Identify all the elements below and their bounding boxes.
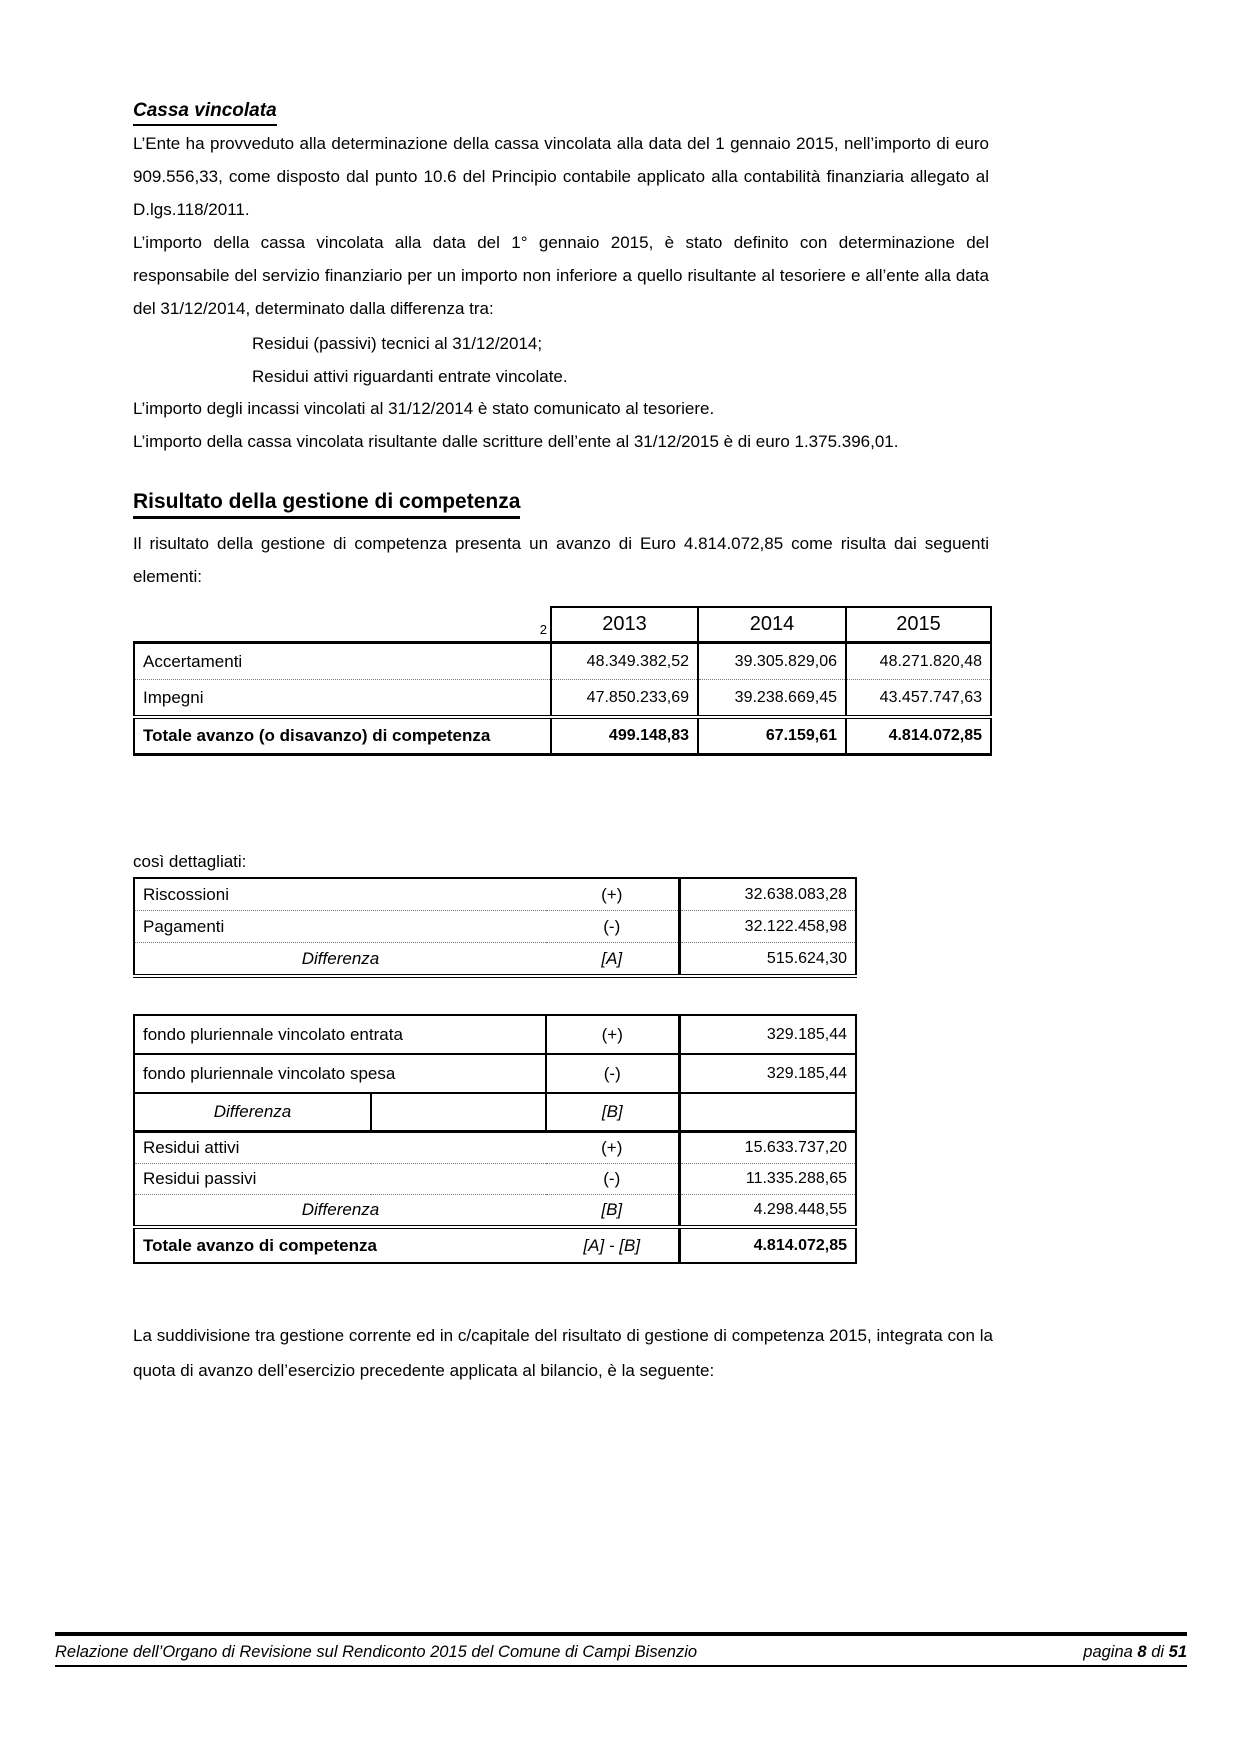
cell-sign: [A] - [B] (546, 1227, 679, 1263)
section-title-text: Cassa vincolata (133, 100, 277, 126)
cell-amount: 4.298.448,55 (679, 1195, 856, 1228)
cell-label: Totale avanzo di competenza (134, 1227, 546, 1263)
year-header-2013: 2013 (551, 607, 698, 643)
footer-of-word: di (1151, 1643, 1165, 1661)
cell-amount: 4.814.072,85 (679, 1227, 856, 1263)
cell-sign: [A] (546, 943, 679, 977)
table-row-differenza-b-fpv (134, 1093, 856, 1132)
residui-table (133, 1014, 857, 1264)
cell-sign: (+) (546, 1015, 679, 1054)
cell-sign: (-) (546, 911, 679, 943)
cell-empty (371, 1093, 546, 1132)
year-header-2015: 2015 (846, 607, 991, 643)
paragraph-risultato-intro: Il risultato della gestione di competenza presenta un avanzo di Euro 4.814.072,85 come risulta dai seguenti elementi: (133, 534, 989, 586)
list-item-residui-passivi: Residui (passivi) tecnici al 31/12/2014; (252, 334, 543, 353)
cell-sign: (-) (546, 1054, 679, 1093)
table-row-totale-avanzo (134, 1227, 856, 1263)
cell-amount-2015: 4.814.072,85 (846, 717, 991, 755)
years-table-header-row (134, 607, 991, 643)
cell-amount-2015: 43.457.747,63 (846, 680, 991, 718)
page-footer (55, 1640, 1187, 1664)
footer-page-total: 51 (1168, 1643, 1187, 1661)
footnote-ref: 2 (539, 622, 547, 637)
cell-sign: [B] (546, 1093, 679, 1132)
table-row-residui-passivi (134, 1164, 856, 1195)
paragraph-cassa-2: L’importo della cassa vincolata alla data del 1° gennaio 2015, è stato definito con determinazione del responsabile del servizio finanziario per un importo non inferiore a quello risultante al tesoriere e all’ente alla data del 31/12/2014, determinato dalla differenza tra: (133, 233, 989, 318)
cell-label: Residui attivi (134, 1132, 546, 1164)
cell-label: Residui passivi (134, 1164, 546, 1195)
table-row-residui-attivi (134, 1132, 856, 1164)
table-row-totale-competenza (134, 717, 991, 755)
cell-label: Pagamenti (134, 911, 546, 943)
year-header-2014: 2014 (698, 607, 846, 643)
cell-sign: (+) (601, 884, 623, 904)
table-row-impegni (134, 680, 991, 718)
table-row-fpv-spesa (134, 1054, 856, 1093)
paragraph-closing: La suddivisione tra gestione corrente ed in c/capitale del risultato di gestione di competenza 2015, integrata con la quota di avanzo dell’esercizio precedente applicata al bilancio, è la seguente: (133, 1326, 993, 1380)
years-table (133, 606, 992, 756)
cell-amount: 515.624,30 (679, 943, 856, 977)
paragraph-cassa-1: L’Ente ha provveduto alla determinazione della cassa vincolata alla data del 1 gennaio 2015, nell’importo di euro 909.556,33, come disposto dal punto 10.6 del Principio contabile applicato alla contabilità finanziaria allegato al D.lgs.118/2011. (133, 134, 989, 219)
table-row-differenza-b-residui (134, 1195, 856, 1228)
section-title-risultato (133, 490, 520, 519)
cash-table (133, 877, 857, 978)
detail-caption: così dettagliati: (133, 852, 247, 871)
cell-label: fondo pluriennale vincolato entrata (143, 1024, 403, 1044)
cell-amount: 32.638.083,28 (679, 878, 856, 911)
table-row-differenza-a (134, 943, 856, 977)
cell-amount-2013: 47.850.233,69 (551, 680, 698, 718)
cell-amount: 15.633.737,20 (679, 1132, 856, 1164)
cell-amount (679, 1093, 856, 1132)
cell-amount-2013: 48.349.382,52 (551, 643, 698, 680)
footer-rule-bottom (55, 1665, 1187, 1667)
table-row-pagamenti (134, 911, 856, 943)
table-row-fpv-entrata (134, 1015, 856, 1054)
footer-rule-top (55, 1632, 1187, 1636)
section-title-cassa-vincolata (133, 100, 277, 126)
footer-page-number: 8 (1137, 1643, 1147, 1661)
footnote-ref-cell (134, 607, 551, 643)
cell-amount-2014: 39.238.669,45 (698, 680, 846, 718)
table-row-accertamenti (134, 643, 991, 680)
list-item-residui-attivi: Residui attivi riguardanti entrate vincolate. (252, 367, 568, 386)
cell-amount: 329.185,44 (679, 1054, 856, 1093)
cell-sign: (+) (546, 1132, 679, 1164)
cell-label: Totale avanzo (o disavanzo) di competenza (134, 717, 551, 755)
footer-report-title: Relazione dell’Organo di Revisione sul Rendiconto 2015 del Comune di Campi Bisenzio (55, 1643, 698, 1661)
cell-amount-2014: 39.305.829,06 (698, 643, 846, 680)
cell-label: fondo pluriennale vincolato spesa (134, 1054, 546, 1093)
cell-amount-2014: 67.159,61 (698, 717, 846, 755)
cell-amount-2015: 48.271.820,48 (846, 643, 991, 680)
cell-label: Riscossioni (143, 884, 229, 904)
cell-amount-2013: 499.148,83 (551, 717, 698, 755)
cell-amount: 11.335.288,65 (679, 1164, 856, 1195)
cell-amount: 329.185,44 (679, 1015, 856, 1054)
section-title-text: Risultato della gestione di competenza (133, 490, 520, 519)
footer-page-word: pagina (1083, 1643, 1133, 1661)
cell-sign: (-) (546, 1164, 679, 1195)
table-row-riscossioni (134, 878, 856, 911)
cell-label: Differenza (134, 1093, 371, 1132)
paragraph-cassa-3: L’importo degli incassi vincolati al 31/12/2014 è stato comunicato al tesoriere. (133, 399, 715, 418)
cell-label: Differenza (134, 1195, 546, 1228)
paragraph-cassa-4: L’importo della cassa vincolata risultante dalle scritture dell’ente al 31/12/2015 è di euro 1.375.396,01. (133, 432, 899, 451)
cell-amount: 32.122.458,98 (679, 911, 856, 943)
cell-label: Differenza (134, 943, 546, 977)
cell-label: Impegni (134, 680, 551, 718)
footer-page-indicator (1083, 1640, 1187, 1664)
cell-sign: [B] (546, 1195, 679, 1228)
cell-label: Accertamenti (134, 643, 551, 680)
